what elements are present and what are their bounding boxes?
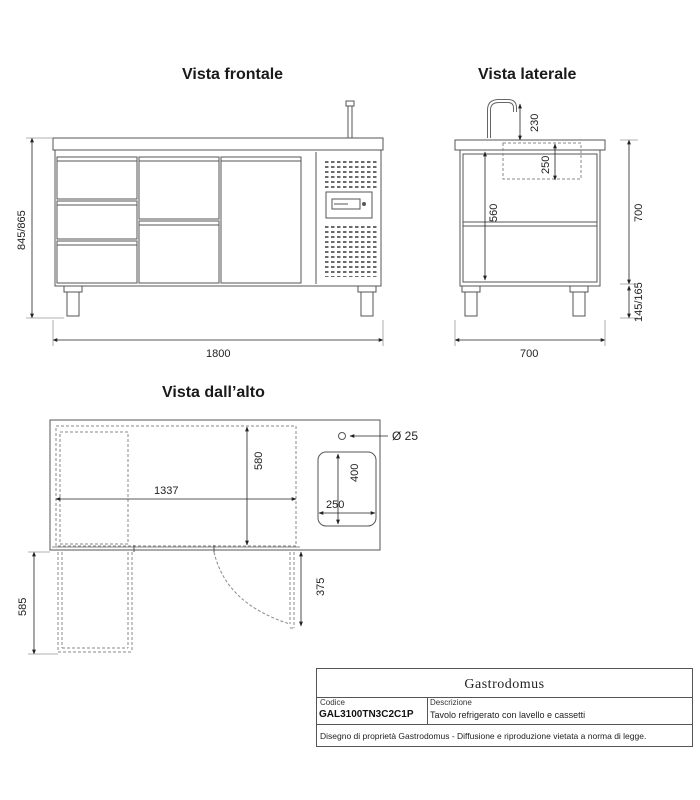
front-faucet bbox=[346, 101, 354, 138]
dim-front-width: 1800 bbox=[206, 348, 231, 360]
code-label: Codice bbox=[320, 698, 345, 707]
title-block bbox=[316, 668, 693, 747]
dim-side-inner-height: 560 bbox=[488, 203, 500, 222]
side-faucet bbox=[489, 101, 515, 138]
top-view-title: Vista dall’alto bbox=[162, 384, 265, 401]
front-feet bbox=[64, 286, 376, 316]
front-worktop bbox=[53, 138, 383, 150]
description-cell bbox=[427, 697, 692, 724]
dim-side-faucet: 230 bbox=[529, 113, 541, 132]
dim-top-sink-length: 400 bbox=[349, 463, 361, 482]
dim-side-width: 700 bbox=[520, 348, 539, 360]
title-block-row bbox=[317, 697, 692, 725]
dim-top-door-swing: 375 bbox=[315, 577, 327, 596]
front-control-panel bbox=[325, 160, 377, 277]
side-feet bbox=[462, 286, 588, 316]
top-door-swing bbox=[214, 552, 294, 628]
dim-front-height: 845/865 bbox=[16, 210, 28, 250]
dim-top-hole: Ø 25 bbox=[392, 429, 419, 443]
brand-name: Gastrodomus bbox=[464, 677, 545, 692]
side-view-title: Vista laterale bbox=[478, 66, 577, 83]
top-tap-hole bbox=[339, 433, 346, 440]
dim-side-feet: 145/165 bbox=[633, 282, 645, 322]
front-view-title: Vista frontale bbox=[182, 66, 284, 83]
copyright-footer: Disegno di proprietà Gastrodomus - Diffusione e riproduzione vietata a norma di legge. bbox=[320, 731, 647, 741]
top-sink bbox=[318, 452, 376, 526]
front-view bbox=[53, 101, 383, 316]
dim-top-inner-length: 1337 bbox=[154, 485, 179, 497]
side-body bbox=[460, 150, 600, 286]
top-view bbox=[50, 420, 380, 652]
top-drawer-extended bbox=[58, 552, 132, 652]
dim-top-drawer-ext: 585 bbox=[17, 597, 29, 616]
dim-side-sink-depth: 250 bbox=[540, 155, 552, 174]
description-label: Descrizione bbox=[430, 698, 472, 707]
code-cell bbox=[317, 697, 428, 724]
code-value: GAL3100TN3C2C1P bbox=[319, 709, 414, 720]
side-worktop bbox=[455, 140, 605, 150]
description-value: Tavolo refrigerato con lavello e cassetti bbox=[430, 710, 586, 720]
dim-top-inner-depth: 580 bbox=[253, 451, 265, 470]
dim-top-sink-width: 250 bbox=[326, 499, 345, 511]
dim-side-height: 700 bbox=[633, 203, 645, 222]
side-view bbox=[455, 101, 605, 316]
brand-logo bbox=[317, 669, 692, 698]
